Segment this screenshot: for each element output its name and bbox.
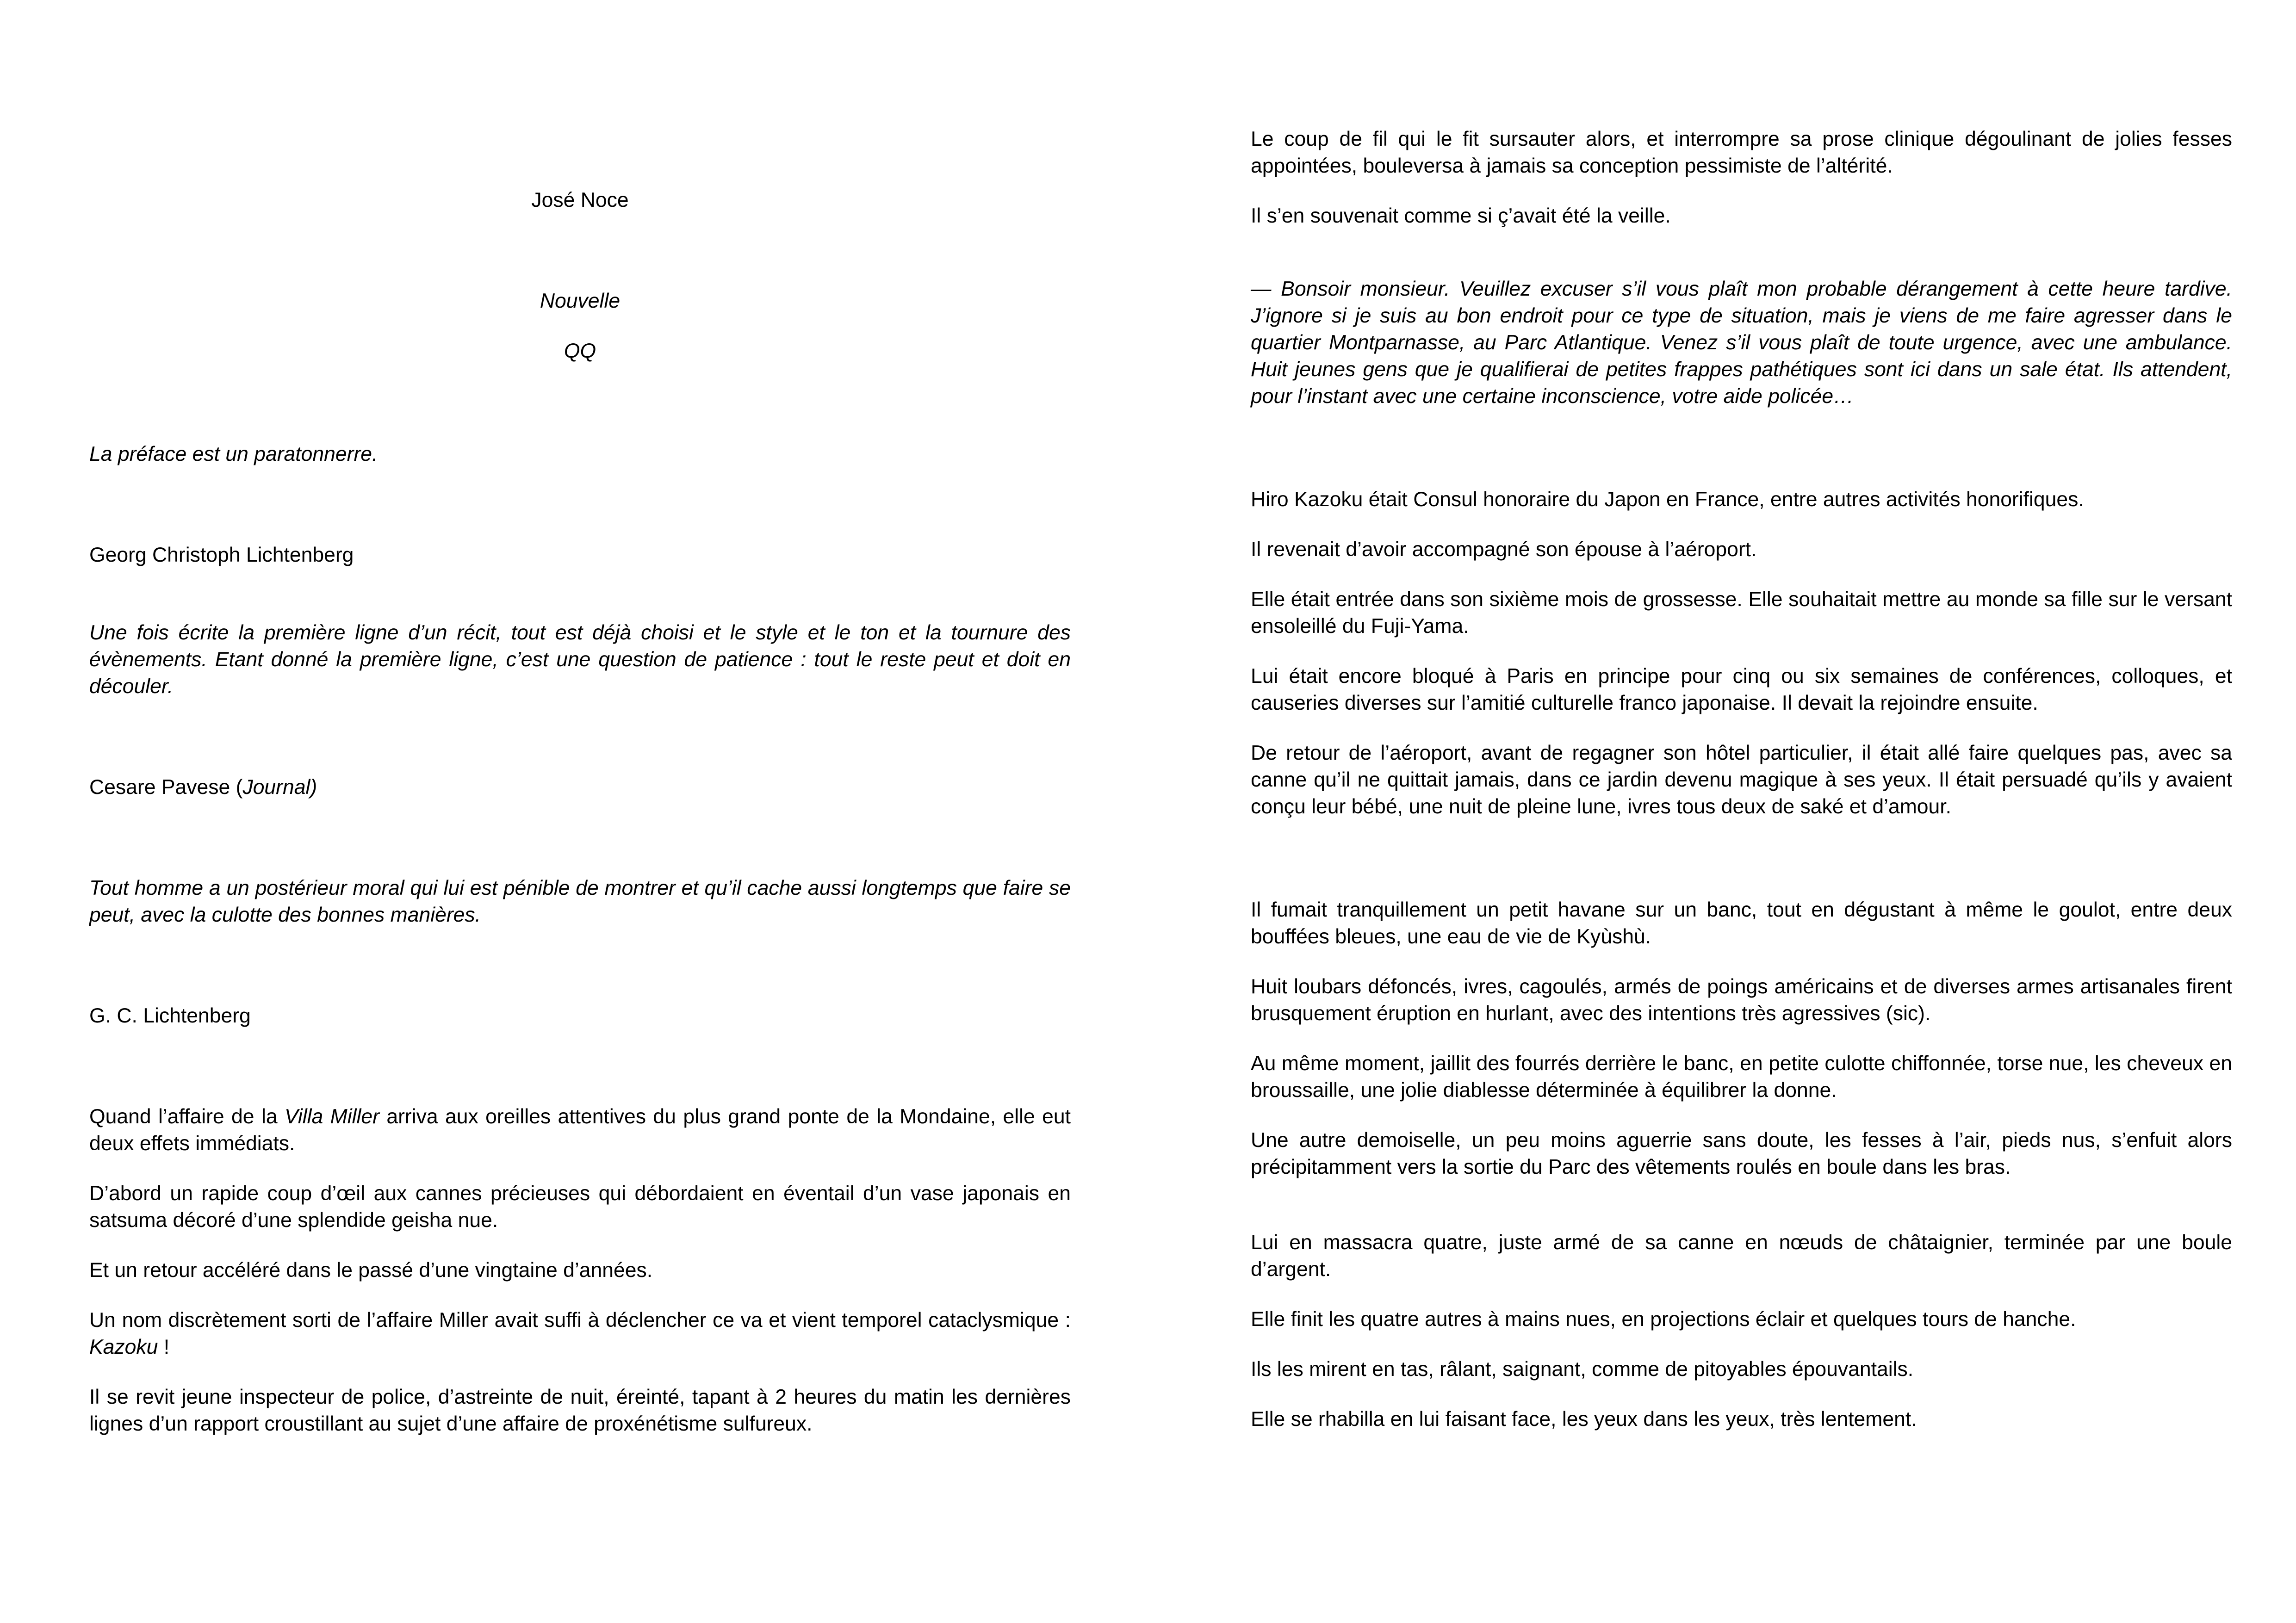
paragraph-text: ! [158, 1336, 170, 1358]
paragraph: Il revenait d’avoir accompagné son épouse à l’aéroport. [1251, 538, 1757, 561]
author-name: José Noce [531, 189, 629, 211]
paragraph: Il se revit jeune inspecteur de police, d’astreinte de nuit, éreinté, tapant à 2 heures du matin les dernières lignes d’un rapport croustillant au sujet d’une affaire de proxénétisme sulfureux. [89, 1386, 1071, 1435]
paragraph: De retour de l’aéroport, avant de regagner son hôtel particulier, il était allé faire quelques pas, avec sa canne qu’il ne quittait jamais, dans ce jardin devenu magique à ses yeux. Il était persuadé qu’ils y avaient conçu leur bébé, une nuit de pleine lune, ivres tous deux de saké et d’amour. [1251, 742, 2232, 818]
paragraph: Elle finit les quatre autres à mains nues, en projections éclair et quelques tours de hanche. [1251, 1308, 2076, 1331]
epigraph-quote-2: Une fois écrite la première ligne d’un récit, tout est déjà choisi et le style et le ton et la tournure des évènements. Etant donné la première ligne, c’est une question de patience : tout le reste peut et doit en découler. [89, 621, 1071, 698]
epigraph-quote-1: La préface est un paratonnerre. [89, 443, 378, 465]
subtitle: QQ [564, 340, 596, 362]
paragraph-text: Un nom discrètement sorti de l’affaire Miller avait suffi à déclencher ce va et vient temporel cataclysmique : [89, 1309, 1071, 1332]
epigraph-quote-3: Tout homme a un postérieur moral qui lui est pénible de montrer et qu’il cache aussi longtemps que faire se peut, avec la culotte des bonnes manières. [89, 877, 1071, 926]
paragraph: Lui en massacra quatre, juste armé de sa canne en nœuds de châtaignier, terminée par une boule d’argent. [1251, 1231, 2232, 1281]
paragraph: Il fumait tranquillement un petit havane sur un banc, tout en dégustant à même le goulot, entre deux bouffées bleues, une eau de vie de Kyùshù. [1251, 898, 2232, 948]
right-page [1148, 0, 2296, 1623]
paragraph-italic-text: Villa Miller [284, 1105, 379, 1128]
paragraph: Il s’en souvenait comme si ç’avait été la veille. [1251, 204, 1671, 227]
paragraph: Le coup de fil qui le fit sursauter alors, et interrompre sa prose clinique dégoulinant de jolies fesses appointées, bouleversa à jamais sa conception pessimiste de l’altérité. [1251, 128, 2232, 177]
paragraph: Elle se rhabilla en lui faisant face, les yeux dans les yeux, très lentement. [1251, 1408, 1917, 1431]
epigraph-attribution-1: Georg Christoph Lichtenberg [89, 544, 354, 566]
epigraph-attribution-2-name: Cesare Pavese ( [89, 776, 243, 799]
paragraph: Hiro Kazoku était Consul honoraire du Japon en France, entre autres activités honorifiques. [1251, 488, 2084, 511]
left-text-column [89, 187, 1071, 1437]
paragraph-text: arriva aux oreilles attentives du plus grand ponte de la Mondaine, elle eut deux effets immédiats. [89, 1105, 1071, 1155]
dialogue-paragraph: — Bonsoir monsieur. Veuillez excuser s’il vous plaît mon probable dérangement à cette heure tardive. J’ignore si je suis au bon endroit pour ce type de situation, mais je viens de me faire agresser dans le quartier Montparnasse, au Parc Atlantique. Venez s’il vous plaît de toute urgence, avec une ambulance. Huit jeunes gens que je qualifierai de petites frappes pathétiques sont ici dans un sale état. Ils attendent, pour l’instant avec une certaine inconscience, votre aide policée… [1251, 278, 2232, 408]
right-text-column [1251, 126, 2232, 1433]
paragraph: D’abord un rapide coup d’œil aux cannes précieuses qui débordaient en éventail d’un vase japonais en satsuma décoré d’une splendide geisha nue. [89, 1182, 1071, 1232]
epigraph-attribution-3: G. C. Lichtenberg [89, 1004, 251, 1027]
paragraph: Une autre demoiselle, un peu moins aguerrie sans doute, les fesses à l’air, pieds nus, s’enfuit alors précipitamment vers la sortie du Parc des vêtements roulés en boule dans les bras. [1251, 1129, 2232, 1178]
paragraph: Huit loubars défoncés, ivres, cagoulés, armés de poings américains et de diverses armes artisanales firent brusquement éruption en hurlant, avec des intentions très agressives (sic). [1251, 975, 2232, 1025]
paragraph: Ils les mirent en tas, râlant, saignant, comme de pitoyables épouvantails. [1251, 1358, 1914, 1381]
paragraph [89, 1307, 1071, 1361]
paragraph: Et un retour accéléré dans le passé d’une vingtaine d’années. [89, 1259, 653, 1282]
paragraph: Au même moment, jaillit des fourrés derrière le banc, en petite culotte chiffonnée, torse nue, les cheveux en broussaille, une jolie diablesse déterminée à équilibrer la donne. [1251, 1052, 2232, 1102]
epigraph-attribution-2-work: Journal) [242, 776, 317, 799]
paragraph: Elle était entrée dans son sixième mois de grossesse. Elle souhaitait mettre au monde sa fille sur le versant ensoleillé du Fuji-Yama. [1251, 588, 2232, 638]
paragraph-text: Quand l’affaire de la [89, 1105, 285, 1128]
genre-label: Nouvelle [540, 290, 621, 312]
paragraph [89, 1103, 1071, 1157]
epigraph-attribution-2 [89, 774, 1071, 801]
paragraph-italic-text: Kazoku [89, 1336, 158, 1358]
paragraph: Lui était encore bloqué à Paris en principe pour cinq ou six semaines de conférences, colloques, et causeries diverses sur l’amitié culturelle franco japonaise. Il devait la rejoindre ensuite. [1251, 665, 2232, 714]
